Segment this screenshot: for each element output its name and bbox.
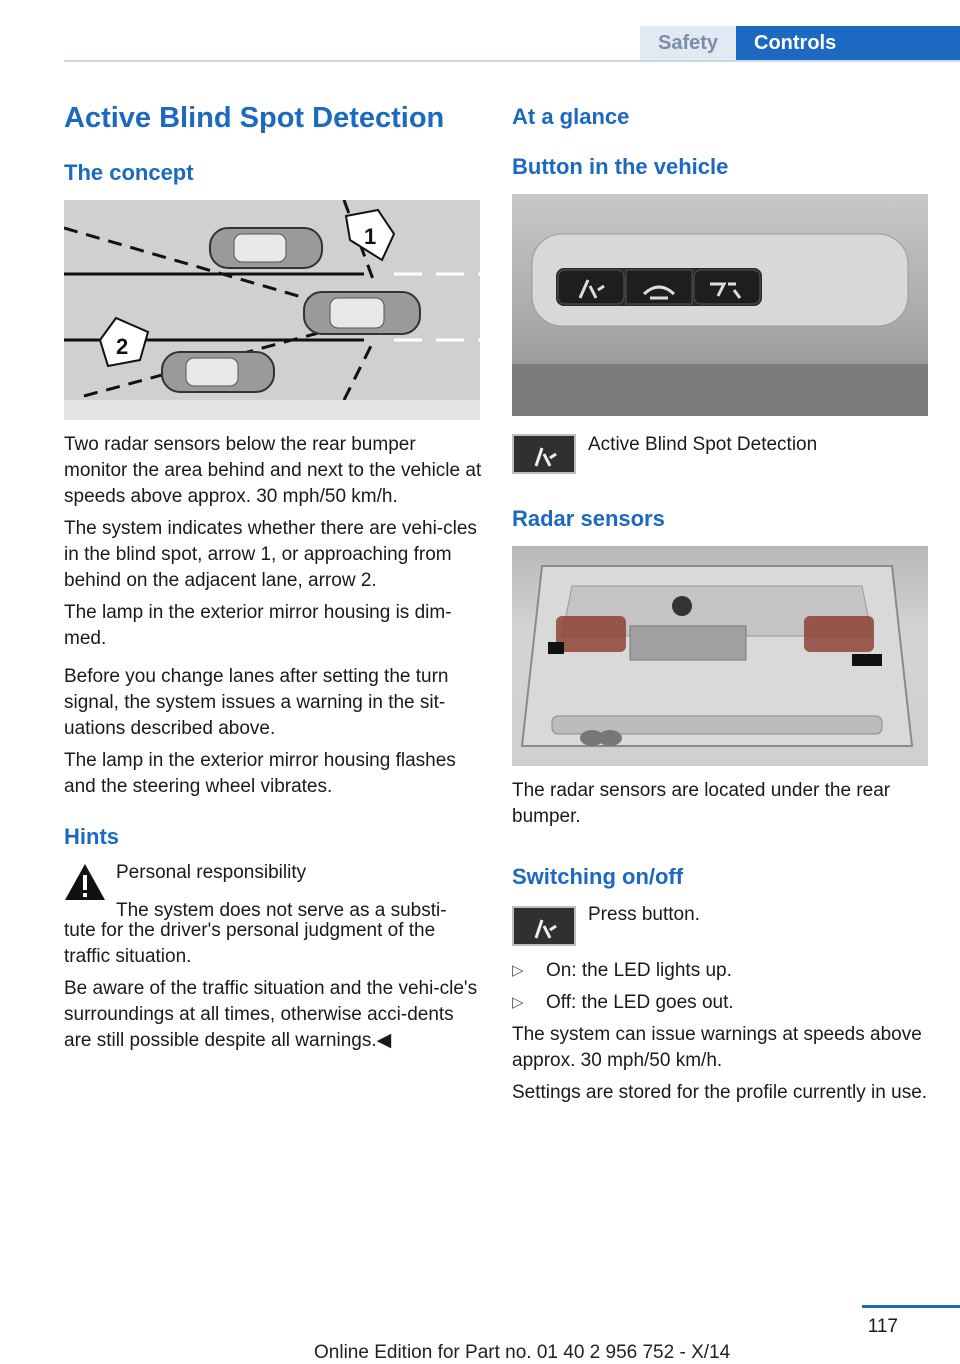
warning-triangle-icon [64, 862, 106, 902]
radar-text [512, 778, 930, 830]
car-top [210, 228, 322, 268]
on-off-list [512, 958, 930, 1016]
arrow-2-label: 2 [116, 334, 129, 359]
tab-controls: Controls [736, 26, 960, 62]
footer-rule [862, 1305, 960, 1308]
hint-line: The system does not serve as a substi- [116, 900, 447, 921]
blind-spot-diagram-svg [64, 200, 480, 420]
at-a-glance-heading: At a glance [512, 104, 630, 129]
paragraph: The system can issue warnings at speeds above approx. 30 mph/50 km/h. [512, 1024, 922, 1071]
arrow-1-label: 1 [364, 224, 377, 249]
switch-list-section [512, 958, 930, 1106]
paragraph: tute for the driver's personal judgment of the traffic situation. [64, 920, 436, 967]
car-bottom [162, 352, 274, 392]
paragraph: Two radar sensors below the rear bumper monitor the area behind and next to the vehicle at speeds above approx. 30 mph/50 km/h. [64, 434, 482, 507]
triangle-right-icon: ▷ [512, 962, 524, 979]
paragraph: Be aware of the traffic situation and the vehi-cle's surroundings at all times, otherwise acci-dents are still possible despite all warnings.◀ [64, 978, 478, 1051]
paragraph: The system indicates whether there are vehi-cles in the blind spot, arrow 1, or approaching from behind on the adjacent lane, arrow 2. [64, 518, 477, 591]
blind-spot-button-icon [512, 906, 576, 946]
rear-vehicle-photo [512, 546, 928, 766]
triangle-right-icon: ▷ [512, 994, 524, 1011]
button-caption: Active Blind Spot Detection [588, 434, 818, 455]
radar-heading: Radar sensors [512, 506, 665, 531]
hint-title: Personal responsibility [116, 862, 307, 883]
paragraph: The lamp in the exterior mirror housing flashes and the steering wheel vibrates. [64, 750, 456, 797]
hints-heading: Hints [64, 824, 119, 849]
concept-heading: The concept [64, 160, 194, 185]
paragraph: The radar sensors are located under the rear bumper. [512, 780, 891, 827]
header-rule [64, 60, 960, 62]
tab-safety: Safety [640, 26, 736, 62]
page-title: Active Blind Spot Detection [64, 102, 445, 134]
page-number: 117 [867, 1316, 898, 1337]
edition-text: Online Edition for Part no. 01 40 2 956 752 - X/14 [314, 1342, 731, 1363]
list-item [512, 990, 930, 1016]
list-item-text: Off: the LED goes out. [546, 992, 734, 1013]
paragraph: Before you change lanes after setting the turn signal, the system issues a warning in the sit-uations described above. [64, 666, 449, 739]
concept-text [64, 432, 482, 800]
list-item [512, 958, 930, 984]
concept-diagram [64, 200, 480, 420]
hint-body [64, 918, 482, 1054]
right-radar-sensor [852, 654, 882, 666]
left-radar-sensor [548, 642, 564, 654]
blind-spot-button-icon [512, 434, 576, 474]
press-button-text: Press button. [588, 904, 700, 925]
car-middle [304, 292, 420, 334]
list-item-text: On: the LED lights up. [546, 960, 732, 981]
button-heading: Button in the vehicle [512, 154, 729, 179]
switch-heading: Switching on/off [512, 864, 684, 889]
paragraph: The lamp in the exterior mirror housing is dim-med. [64, 602, 452, 649]
paragraph: Settings are stored for the profile currently in use. [512, 1082, 928, 1103]
button-panel-photo [512, 194, 928, 416]
